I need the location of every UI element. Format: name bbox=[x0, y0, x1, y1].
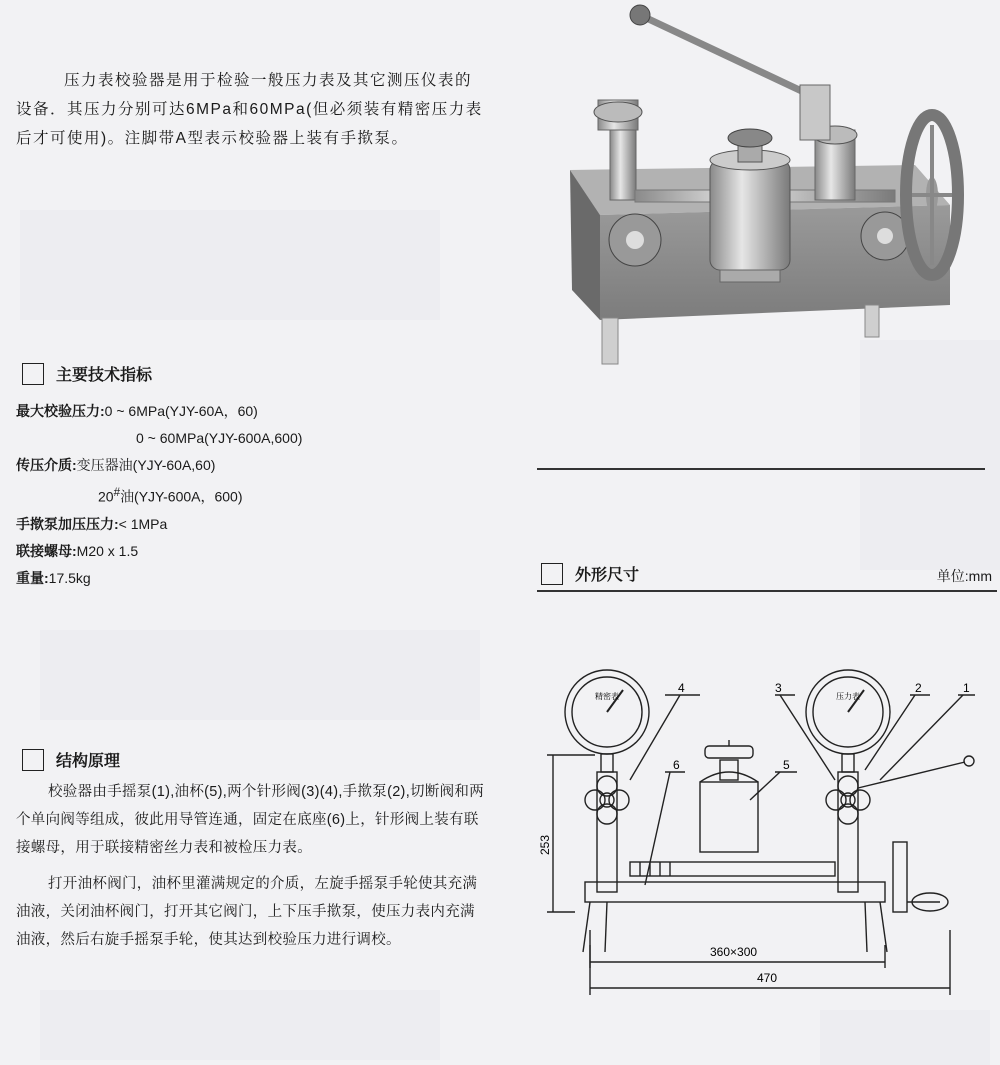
bleed-through-shadow bbox=[20, 210, 440, 320]
checkbox-square-icon bbox=[22, 363, 44, 385]
divider-rule bbox=[537, 468, 985, 470]
spec-row-max-pressure-2 bbox=[16, 425, 496, 452]
product-photo bbox=[560, 0, 1000, 385]
spec-label: 传压介质: bbox=[16, 457, 77, 473]
spec-value: M20 x 1.5 bbox=[76, 542, 139, 559]
intro-paragraph: 压力表校验器是用于检验一般压力表及其它测压仪表的设备．其压力分别可达6MPa和60MPa(但必须装有精密压力表后才可使用)。注脚带A型表示校验器上装有手揿泵。 bbox=[16, 72, 483, 147]
spec-value: 0 ~ 6MPa(YJY-60A，60) bbox=[104, 403, 258, 419]
spec-label: 联接螺母: bbox=[16, 542, 77, 559]
dim-base-label: 360×300 bbox=[710, 945, 758, 959]
dim-total-label: 470 bbox=[757, 971, 778, 985]
structure-paragraph: 打开油杯阀门，油杯里灌满规定的介质，左旋手摇泵手轮使其充满油液，关闭油杯阀门，打开其它阀门，上下压手揿泵，使压力表内充满油液，然后右旋手摇泵手轮，使其达到校验压力进行调校。 bbox=[16, 876, 478, 948]
structure-body bbox=[16, 778, 486, 962]
structure-paragraph: 校验器由手摇泵(1),油杯(5),两个针形阀(3)(4),手揿泵(2),切断阀和两个单向阀等组成，彼此用导管连通，固定在底座(6)上，针形阀上装有联接螺母，用于联接精密丝力表和被检压力表。 bbox=[16, 784, 485, 856]
dimensions-heading-text: 外形尺寸 bbox=[575, 567, 640, 584]
bleed-through-shadow bbox=[40, 630, 480, 720]
structure-heading-text: 结构原理 bbox=[56, 753, 121, 770]
gauge-right-label: 压力表 bbox=[836, 692, 860, 701]
spec-label: 手揿泵加压压力: bbox=[16, 515, 119, 532]
specs-heading-text: 主要技术指标 bbox=[56, 367, 153, 384]
spec-row-medium bbox=[16, 452, 496, 479]
callout-5: 5 bbox=[783, 758, 790, 772]
spec-value-sup: # bbox=[113, 486, 121, 499]
pressure-calibrator-photo bbox=[560, 0, 1000, 385]
spec-value: 17.5kg bbox=[48, 569, 91, 586]
checkbox-square-icon bbox=[541, 563, 563, 585]
unit-label: 单位:mm bbox=[936, 568, 992, 584]
callout-6: 6 bbox=[673, 758, 680, 772]
spec-value: 变压器油(YJY-60A,60) bbox=[76, 457, 216, 473]
callout-1: 1 bbox=[963, 681, 970, 695]
spec-label: 重量: bbox=[16, 569, 49, 586]
spec-label: 最大校验压力: bbox=[16, 403, 105, 419]
structure-heading bbox=[22, 748, 120, 771]
spec-row-medium-2 bbox=[16, 479, 496, 511]
bleed-through-shadow bbox=[820, 1010, 990, 1065]
spec-row-nut bbox=[16, 538, 496, 565]
dimensions-heading bbox=[541, 562, 639, 585]
gauge-left-label: 精密表 bbox=[595, 692, 619, 701]
spec-value-prefix: 20 bbox=[98, 488, 114, 505]
callout-2: 2 bbox=[915, 681, 922, 695]
spec-value: < 1MPa bbox=[118, 515, 168, 532]
spec-row-weight bbox=[16, 565, 496, 592]
bleed-through-shadow bbox=[40, 990, 440, 1060]
spec-row-hand-pump bbox=[16, 511, 496, 538]
divider-rule bbox=[537, 590, 997, 592]
dimension-drawing bbox=[535, 600, 1000, 1010]
dim-height-label: 253 bbox=[538, 834, 552, 855]
checkbox-square-icon bbox=[22, 749, 44, 771]
callout-4: 4 bbox=[678, 681, 685, 695]
spec-value: 0 ~ 60MPa(YJY-600A,600) bbox=[136, 430, 303, 446]
callout-3: 3 bbox=[775, 681, 782, 695]
specs-heading bbox=[22, 362, 152, 385]
specs-list bbox=[16, 398, 496, 592]
spec-value-suffix: 油(YJY-600A，600) bbox=[120, 488, 243, 505]
spec-row-max-pressure bbox=[16, 398, 496, 425]
